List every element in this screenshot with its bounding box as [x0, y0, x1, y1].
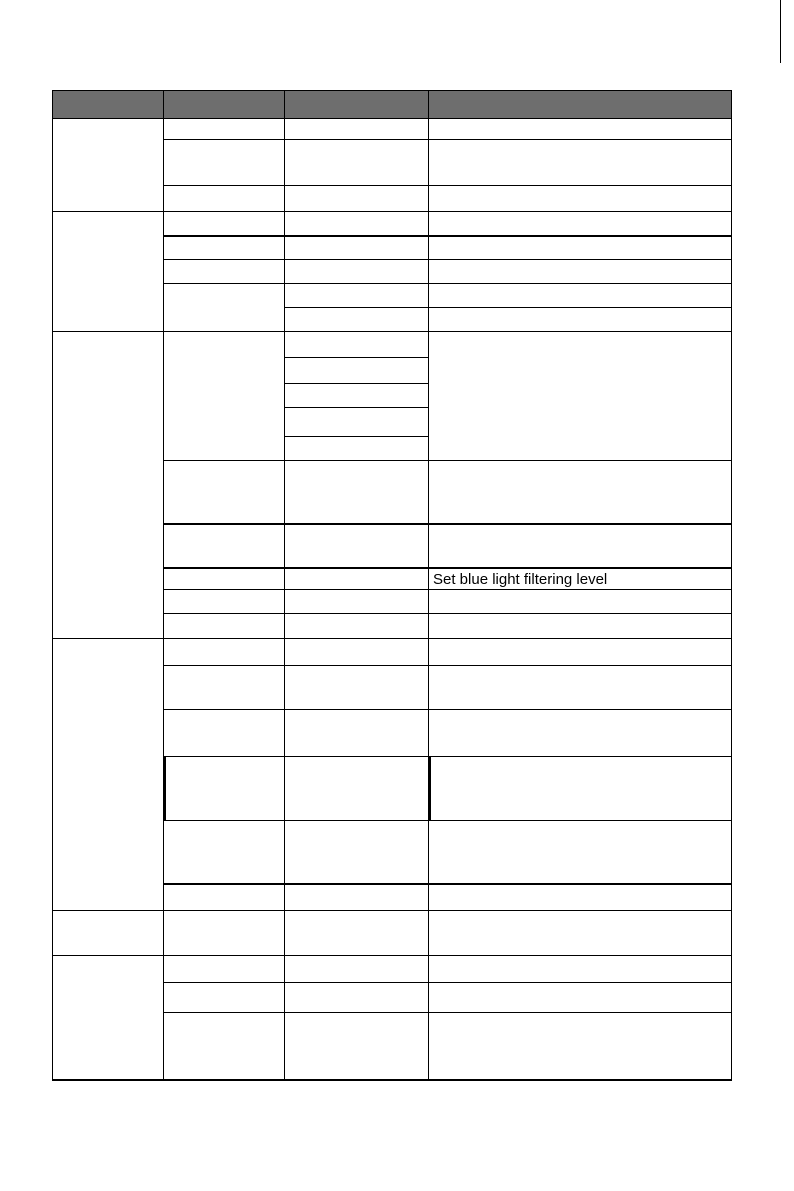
- group-separator: [52, 331, 732, 332]
- header-cell-description: [429, 90, 732, 118]
- row-separator: [164, 589, 732, 590]
- group-separator: [52, 638, 732, 639]
- row-separator: [164, 613, 732, 614]
- table-left-border: [52, 90, 53, 1080]
- header-cell-option: [285, 90, 428, 118]
- row-separator: [164, 820, 732, 821]
- row-separator: [164, 460, 732, 461]
- row-separator: [52, 118, 732, 119]
- row-separator: [164, 283, 732, 284]
- row-separator: [164, 756, 732, 757]
- column-separator: [284, 90, 285, 1080]
- crop-mark: [780, 0, 781, 63]
- column-separator: [429, 756, 431, 820]
- row-separator: [285, 383, 429, 384]
- row-separator: [164, 523, 732, 525]
- row-separator: [164, 235, 732, 237]
- header-cell-menu: [52, 90, 163, 118]
- blue-light-description: Set blue light filtering level: [433, 571, 608, 588]
- row-separator: [285, 436, 429, 437]
- row-separator: [164, 259, 732, 260]
- row-separator: [164, 139, 732, 140]
- table-bottom-border: [52, 1079, 732, 1081]
- group-separator: [52, 211, 732, 212]
- row-separator: [164, 709, 732, 710]
- group-separator: [52, 910, 732, 911]
- table-top-border: [52, 90, 732, 91]
- row-separator: [285, 357, 429, 358]
- row-separator: [285, 307, 732, 308]
- header-cell-submenu: [164, 90, 284, 118]
- table-right-border: [731, 90, 732, 1080]
- row-separator: [164, 982, 732, 983]
- row-separator: [164, 883, 732, 885]
- group-separator: [52, 955, 732, 956]
- column-separator: [163, 90, 164, 1080]
- row-separator: [164, 185, 732, 186]
- row-separator: [164, 665, 732, 666]
- row-separator: [164, 1012, 732, 1013]
- settings-menu-table: [52, 90, 732, 1080]
- row-separator: [285, 407, 429, 408]
- column-separator: [164, 756, 166, 820]
